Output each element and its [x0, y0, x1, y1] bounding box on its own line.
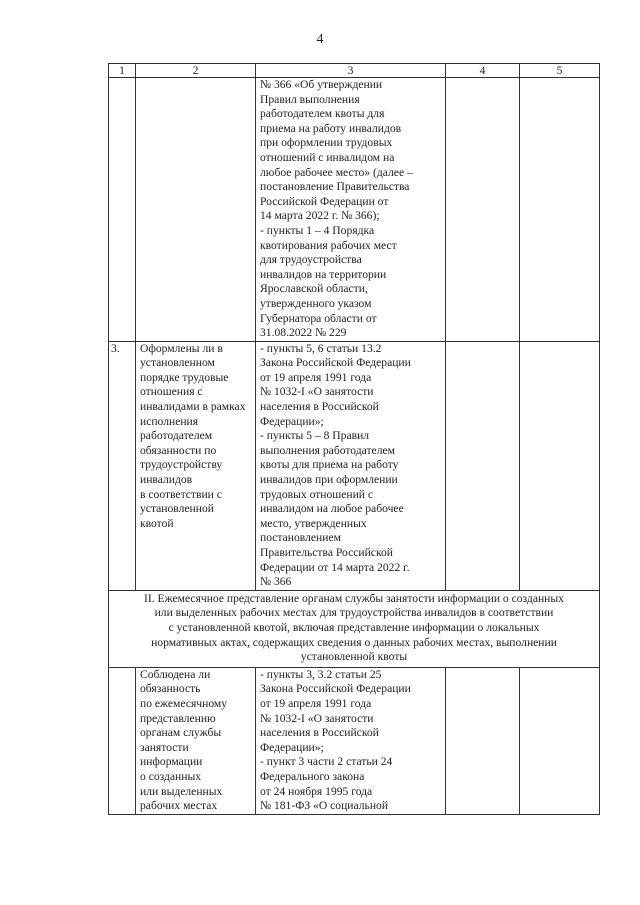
question-cell — [136, 78, 256, 342]
header-cell: 3 — [256, 64, 446, 78]
question-cell: Соблюдена ли обязанность по ежемесячному представлению органам службы занятости информации о созданных или выделенных рабочих местах — [136, 667, 256, 814]
header-cell: 5 — [520, 64, 600, 78]
table-header-row — [109, 64, 600, 78]
note-cell — [520, 78, 600, 342]
row-number — [109, 78, 136, 342]
answer-cell — [446, 341, 520, 590]
question-cell: Оформлены ли в установленном порядке трудовые отношения с инвалидами в рамках исполнения работодателем обязанности по трудоустройству инвалидов в соответствии с установленной квотой — [136, 341, 256, 590]
legal-basis-cell: - пункты 5, 6 статьи 13.2 Закона Российской Федерации от 19 апреля 1991 года № 1032-I «О занятости населения в Российской Федерации»; - пункты 5 – 8 Правил выполнения работодателем квоты для приема на работу инвалидов при оформлении трудовых отношений с инвалидом на любое рабочее место, утвержденных постановлением Правительства Российской Федерации от 14 марта 2022 г. № 366 — [256, 341, 446, 590]
table-row — [109, 667, 600, 814]
section-row — [109, 590, 600, 667]
header-cell: 1 — [109, 64, 136, 78]
legal-basis-cell: № 366 «Об утверждении Правил выполнения работодателем квоты для приема на работу инвалидов при оформлении трудовых отношений с инвалидом на любое рабочее место» (далее – постановление Правительства Российской Федерации от 14 марта 2022 г. № 366); - пункты 1 – 4 Порядка квотирования рабочих мест для трудоустройства инвалидов на территории Ярославской области, утвержденного указом Губернатора области от 31.08.2022 № 229 — [256, 78, 446, 342]
section-title: II. Ежемесячное представление органам службы занятости информации о созданных или выделенных рабочих местах для трудоустройства инвалидов в соответствии с установленной квотой, включая представление информации о локальных нормативных актах, содержащих сведения о данных рабочих местах, выполнении установленной квоты — [109, 590, 600, 667]
header-cell: 4 — [446, 64, 520, 78]
row-number — [109, 667, 136, 814]
answer-cell — [446, 667, 520, 814]
note-cell — [520, 341, 600, 590]
checklist-table — [108, 63, 600, 815]
note-cell — [520, 667, 600, 814]
answer-cell — [446, 78, 520, 342]
table-row — [109, 341, 600, 590]
legal-basis-cell: - пункты 3, 3.2 статьи 25 Закона Российской Федерации от 19 апреля 1991 года № 1032-I «О занятости населения в Российской Федерации»; - пункт 3 части 2 статьи 24 Федерального закона от 24 ноября 1995 года № 181-ФЗ «О социальной — [256, 667, 446, 814]
page-number: 4 — [316, 32, 324, 47]
row-number: 3. — [109, 341, 136, 590]
header-cell: 2 — [136, 64, 256, 78]
table-row — [109, 78, 600, 342]
